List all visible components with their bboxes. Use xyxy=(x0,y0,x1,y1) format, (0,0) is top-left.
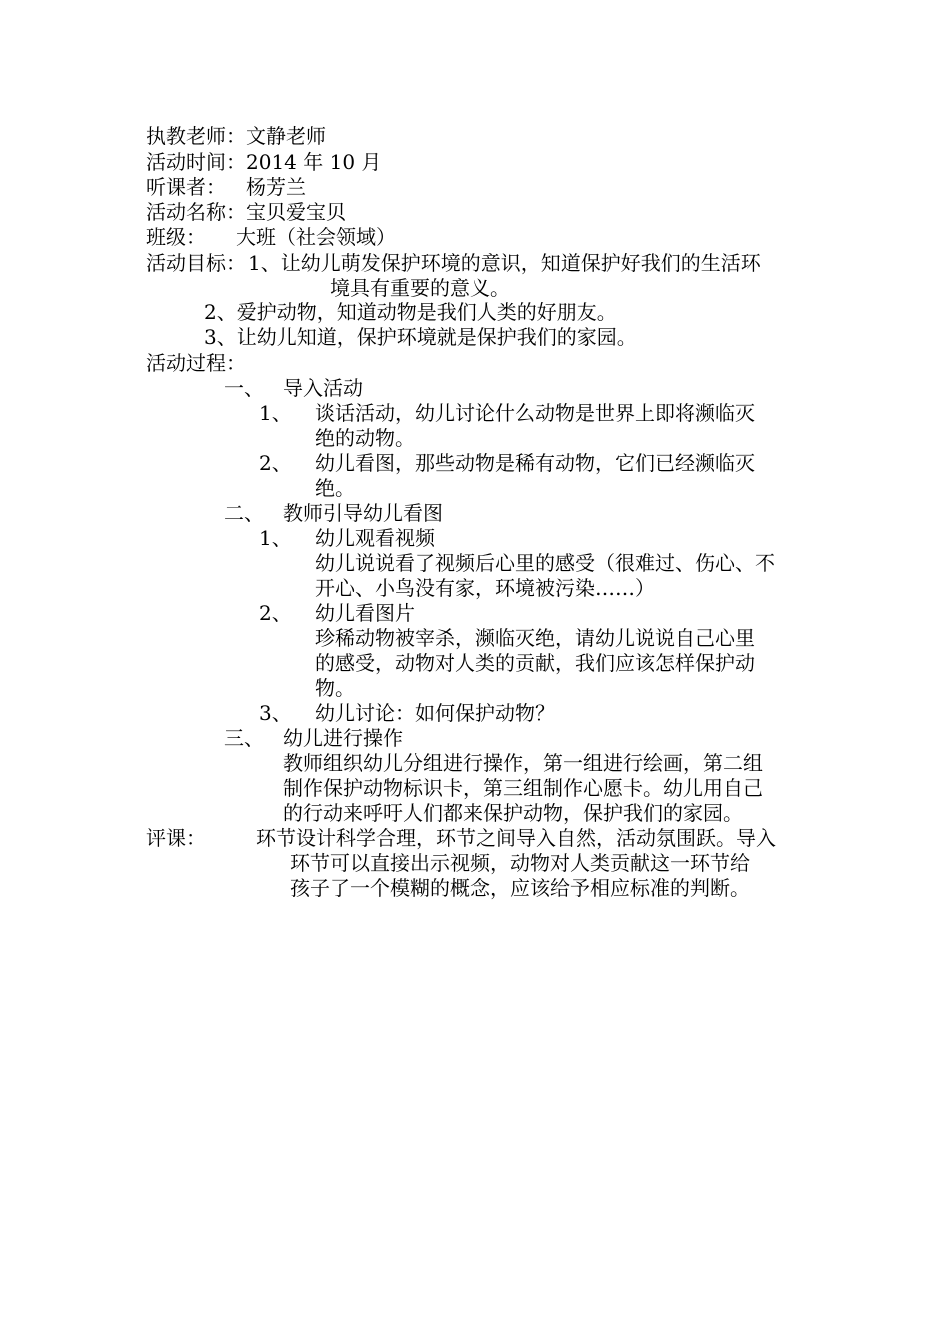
section-3-title: 幼儿进行操作 xyxy=(283,726,403,750)
section-2-number: 二、 xyxy=(224,501,264,525)
section-2-item-2-line-2: 的感受，动物对人类的贡献，我们应该怎样保护动 xyxy=(315,651,755,675)
review-label: 评课： xyxy=(146,826,206,850)
section-2-item-2-title: 幼儿看图片 xyxy=(315,601,415,625)
goals-label: 活动目标： xyxy=(146,251,246,275)
section-2-item-1-line-1: 幼儿说说看了视频后心里的感受（很难过、伤心、不 xyxy=(315,551,775,575)
class-label: 班级： xyxy=(146,225,206,249)
section-2-item-1-number: 1、 xyxy=(259,526,292,550)
section-1-title: 导入活动 xyxy=(283,376,363,400)
section-1-item-2-line-2: 绝。 xyxy=(315,476,355,500)
goal-2: 2、爱护动物，知道动物是我们人类的好朋友。 xyxy=(204,300,617,324)
listener-label: 听课者： xyxy=(146,175,226,199)
goal-1-line-2: 境具有重要的意义。 xyxy=(330,276,510,300)
class-value: 大班（社会领域） xyxy=(236,225,396,249)
section-1-item-2-line-1: 幼儿看图，那些动物是稀有动物，它们已经濒临灭 xyxy=(315,451,755,475)
section-3-number: 三、 xyxy=(224,726,264,750)
goal-1-line-1: 1、让幼儿萌发保护环境的意识，知道保护好我们的生活环 xyxy=(248,251,761,275)
teacher-line: 执教老师：文静老师 xyxy=(146,124,326,148)
section-2-title: 教师引导幼儿看图 xyxy=(283,501,443,525)
review-line-2: 环节可以直接出示视频，动物对人类贡献这一环节给 xyxy=(290,851,750,875)
section-1-item-1-line-1: 谈话活动，幼儿讨论什么动物是世界上即将濒临灭 xyxy=(315,401,755,425)
section-2-item-1-line-2: 开心、小鸟没有家，环境被污染……） xyxy=(315,576,655,600)
review-line-1: 环节设计科学合理，环节之间导入自然，活动氛围跃。导入 xyxy=(256,826,776,850)
section-3-line-1: 教师组织幼儿分组进行操作，第一组进行绘画，第二组 xyxy=(283,751,763,775)
section-3-line-2: 制作保护动物标识卡，第三组制作心愿卡。幼儿用自己 xyxy=(283,776,763,800)
section-1-item-1-number: 1、 xyxy=(259,401,292,425)
section-3-line-3: 的行动来呼吁人们都来保护动物，保护我们的家园。 xyxy=(283,801,743,825)
section-1-item-1-line-2: 绝的动物。 xyxy=(315,426,415,450)
listener-value: 杨芳兰 xyxy=(246,175,306,199)
section-2-item-3-number: 3、 xyxy=(259,701,292,725)
section-2-item-1-title: 幼儿观看视频 xyxy=(315,526,435,550)
section-2-item-3-title: 幼儿讨论：如何保护动物？ xyxy=(315,701,555,725)
goal-3: 3、让幼儿知道，保护环境就是保护我们的家园。 xyxy=(204,325,637,349)
activity-name-line: 活动名称：宝贝爱宝贝 xyxy=(146,200,346,224)
section-2-item-2-line-3: 物。 xyxy=(315,676,355,700)
section-1-number: 一、 xyxy=(224,376,264,400)
process-label: 活动过程： xyxy=(146,351,246,375)
section-2-item-2-number: 2、 xyxy=(259,601,292,625)
review-line-3: 孩子了一个模糊的概念，应该给予相应标准的判断。 xyxy=(290,876,750,900)
time-line: 活动时间：2014 年 10 月 xyxy=(146,150,382,174)
section-1-item-2-number: 2、 xyxy=(259,451,292,475)
section-2-item-2-line-1: 珍稀动物被宰杀，濒临灭绝，请幼儿说说自己心里 xyxy=(315,626,755,650)
